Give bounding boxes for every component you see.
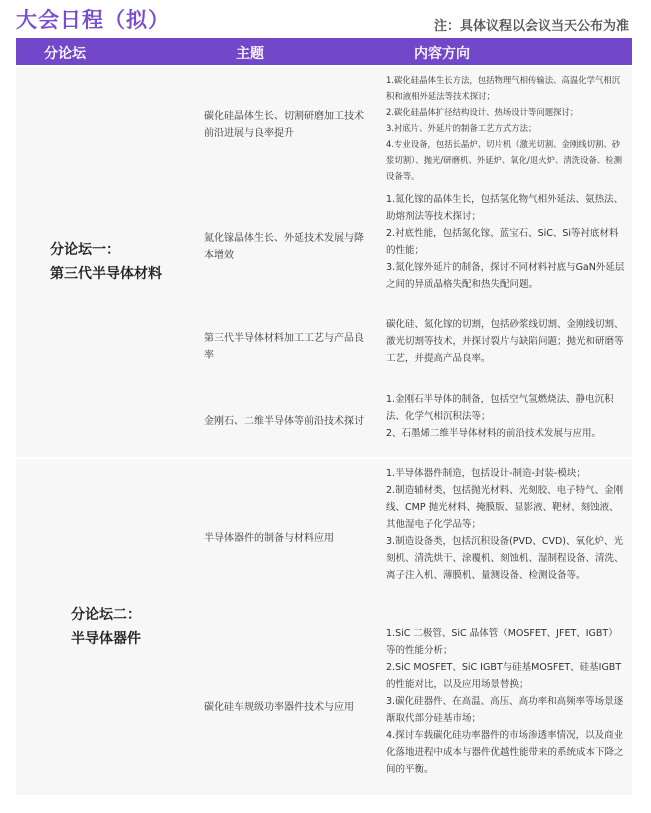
header-forum: 分论坛 (44, 46, 86, 62)
table-row (198, 185, 632, 308)
forum-1-subject: 第三代半导体材料 (50, 266, 162, 282)
topic-cell: 碳化硅晶体生长、切割研磨加工技术前沿进展与良率提升 (198, 67, 378, 183)
table-row (198, 619, 632, 795)
forum-1-label: 分论坛一： (50, 242, 120, 258)
page-title: 大会日程（拟） (16, 8, 170, 32)
forum-2-label: 分论坛二： (71, 607, 141, 623)
forum-2-subject: 半导体器件 (71, 631, 141, 647)
topic-cell: 半导体器件的制备与材料应用 (198, 459, 378, 617)
forum-1-name (16, 67, 196, 457)
content-cell: 1.SiC 二极管、SiC 晶体管（MOSFET、JFET、IGBT）等的性能分析； 2.SiC MOSFET、SiC IGBT与硅基MOSFET、硅基IGBT的性能对比，以及应用场景替换； 3.碳化硅器件、在高温、高压、高功率和高频率等场景逐渐取代部分硅基市场； 4.探讨车载碳化硅功率器件的市场渗透率情况，以及商业化落地进程中成本与器件优越性能带来的系统成本下降之间的平衡。 (380, 619, 632, 795)
table-row (198, 459, 632, 617)
forum-2-name (16, 459, 196, 795)
content-cell: 碳化硅、氮化镓的切割，包括砂浆线切割、金刚线切割、激光切割等技术，并探讨裂片与缺陷问题；抛光和研磨等工艺，并提高产品良率。 (380, 310, 632, 383)
table-row (198, 385, 632, 457)
header-topic: 主题 (236, 46, 264, 62)
table-row (198, 310, 632, 383)
header-content: 内容方向 (414, 46, 470, 62)
content-cell: 1.碳化硅晶体生长方法，包括物理气相传输法、高温化学气相沉积和液相外延法等技术探讨； 2.碳化硅晶体扩径结构设计、热场设计等问题探讨； 3.衬底片、外延片的制备工艺方式方法； 4.专业设备，包括长晶炉、切片机（激光切割、金刚线切割、砂浆切割）、抛光/研磨机、外延炉、氧化/退火炉、清洗设备、检测设备等。 (380, 67, 632, 183)
table-row (198, 67, 632, 183)
forum-1 (16, 67, 632, 457)
schedule-note: 注：具体议程以会议当天公布为准 (433, 19, 629, 34)
content-cell: 1.半导体器件制造，包括设计-制造-封装-模块； 2.制造辅材类，包括抛光材料、光刻胶、电子特气、金刚线、CMP 抛光材料、掩膜版、显影液、靶材、刻蚀液、其他湿电子化学品等； 3.制造设备类，包括沉积设备(PVD、CVD)、氧化炉、光刻机、清洗烘干、涂覆机、刻蚀机、湿制程设备、清洗、离子注入机、薄膜机、量测设备、检测设备等。 (380, 459, 632, 617)
topic-cell: 金刚石、二维半导体等前沿技术探讨 (198, 385, 378, 457)
content-cell: 1.氮化镓的晶体生长，包括氢化物气相外延法、氨热法、助熔剂法等技术探讨； 2.衬底性能，包括氮化镓、蓝宝石、SiC、Si等衬底材料的性能； 3.氮化镓外延片的制备，探讨不同材料衬底与GaN外延层之间的异质晶格失配和热失配问题。 (380, 185, 632, 308)
schedule-table (16, 67, 632, 797)
forum-2 (16, 459, 632, 795)
topic-cell: 碳化硅车规级功率器件技术与应用 (198, 619, 378, 795)
topic-cell: 氮化镓晶体生长、外延技术发展与降本增效 (198, 185, 378, 308)
table-header (16, 38, 632, 65)
content-cell: 1.金刚石半导体的制备，包括空气氢燃烧法、静电沉积法、化学气相沉积法等； 2、石墨烯二维半导体材料的前沿技术发展与应用。 (380, 385, 632, 457)
topic-cell: 第三代半导体材料加工工艺与产品良率 (198, 310, 378, 383)
